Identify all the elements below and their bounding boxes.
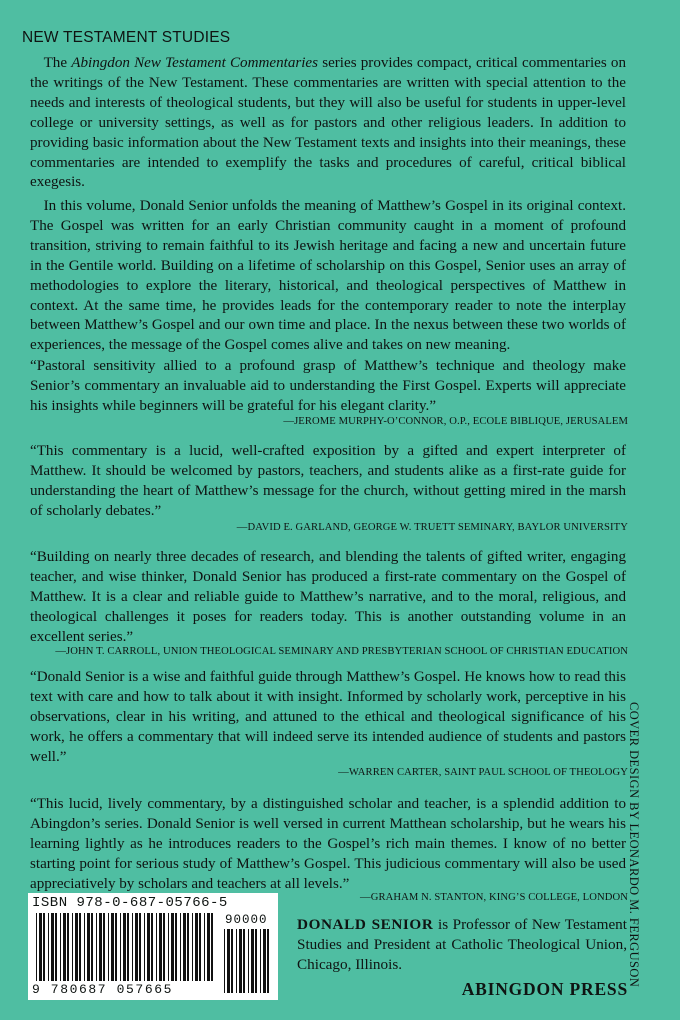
barcode-bar (151, 913, 153, 981)
endorsement-attribution: —GRAHAM N. STANTON, KING’S COLLEGE, LONDON (360, 892, 628, 903)
barcode-bar (224, 929, 225, 993)
barcode-bar (91, 913, 93, 981)
barcode-bar (39, 913, 42, 981)
series-title: NEW TESTAMENT STUDIES (22, 29, 231, 46)
barcode-bar (63, 913, 66, 981)
barcode-bar (195, 913, 198, 981)
barcode-bar (99, 913, 102, 981)
barcode-bar (103, 913, 105, 981)
barcode-bar (207, 913, 210, 981)
barcode-bar (171, 913, 174, 981)
barcode-bar (87, 913, 90, 981)
barcode-bar (79, 913, 81, 981)
barcode-bar (248, 929, 249, 993)
cover-design-credit: COVER DESIGN BY LEONARDO M. FERGUSON (627, 702, 641, 988)
barcode-bar (192, 913, 193, 981)
barcode-bar (120, 913, 121, 981)
endorsement-attribution: —WARREN CARTER, SAINT PAUL SCHOOL OF THEOLOGY (338, 767, 628, 778)
endorsement-attribution: —JOHN T. CARROLL, UNION THEOLOGICAL SEMINARY AND PRESBYTERIAN SCHOOL OF CHRISTIAN EDUCATION (55, 646, 628, 657)
barcode-bar (231, 929, 233, 993)
barcode-bar (204, 913, 205, 981)
barcode-bar (255, 929, 257, 993)
endorsement-quote: “Donald Senior is a wise and faithful guide through Matthew’s Gospel. He knows how to read this text with care and how to talk about it with insight. Informed by scholarly work, perceptive in his observations, clear in his writing, and attuned to the ethical and theological significance of his work, he offers a commentary that will indeed serve its intended audience of students and pastors well.” (30, 669, 626, 765)
barcode-bar (227, 929, 230, 993)
publisher-name: ABINGDON PRESS (461, 979, 628, 999)
barcode-bar (67, 913, 69, 981)
barcode-bar (163, 913, 165, 981)
barcode-bar (144, 913, 145, 981)
endorsement-quote: “This commentary is a lucid, well-crafted exposition by a gifted and expert interpreter of Matthew. It should be welcomed by pastors, teachers, and students alike as a first-rate guide for understanding the heart of Matthew’s message for the church, without getting mired in the marsh of scholarly debates.” (30, 443, 626, 519)
intro-paragraph-1 (30, 54, 626, 193)
ean-number: 9 780687 057665 (32, 982, 174, 997)
barcode-bar (127, 913, 129, 981)
barcode-bar (108, 913, 109, 981)
barcode-bar (111, 913, 114, 981)
barcode-bar (132, 913, 133, 981)
barcode-bar (168, 913, 169, 981)
barcode-bar (199, 913, 201, 981)
intro-paragraph-2: In this volume, Donald Senior unfolds the meaning of Matthew’s Gospel in its original context. The Gospel was written for an early Christian community caught in a moment of profound transition, striving to remain faithful to its Jewish heritage and facing a new and uncertain future in the Gentile world. Building on a lifetime of scholarship on this Gospel, Senior uses an array of methodologies to explore the literary, historical, and theological perspectives of Matthew in context. At the same time, he provides leads for the contemporary reader to note the interplay between Matthew’s Gospel and our own time and place. In the nexus between these two worlds of experiences, the message of the Gospel comes alive and takes on new meaning. (30, 198, 626, 354)
barcode-bar (211, 913, 213, 981)
intro-lead: The (43, 55, 72, 71)
endorsement-attribution: —DAVID E. GARLAND, GEORGE W. TRUETT SEMINARY, BAYLOR UNIVERSITY (236, 522, 628, 533)
barcode-bar (187, 913, 189, 981)
barcode-bar (96, 913, 97, 981)
barcode-bar (139, 913, 141, 981)
author-name: DONALD SENIOR (297, 916, 434, 933)
barcode-bar (43, 913, 45, 981)
barcode-bar (72, 913, 73, 981)
price-code: 90000 (225, 913, 268, 927)
barcode-bar (75, 913, 78, 981)
series-name: Abingdon New Testament Commentaries (71, 55, 319, 71)
endorsement-attribution: —JEROME MURPHY-O’CONNOR, O.P., ECOLE BIBLIQUE, JERUSALEM (283, 416, 628, 427)
barcode-bar (135, 913, 138, 981)
barcode-bar (243, 929, 245, 993)
endorsement-quote: “Pastoral sensitivity allied to a profound grasp of Matthew’s technique and theology make Senior’s commentary an invaluable aid to understanding the First Gospel. Experts will appreciate his insights while beginners will be grateful for his elegant clarity.” (30, 358, 626, 414)
barcode-bar (239, 929, 242, 993)
barcode-bar (236, 929, 237, 993)
barcode-bar (180, 913, 181, 981)
barcode-bar (60, 913, 61, 981)
intro-body: series provides compact, critical commentaries on the writings of the New Testament. These commentaries are written with special attention to the needs and interests of theological students, but they will also be useful for students in upper-level college or university settings, as well as for pastors and other religious leaders. In addition to providing basic information about the New Testament texts and insights into their meanings, these commentaries are intended to exemplify the tasks and procedures of careful, critical biblical exegesis. (30, 55, 626, 191)
barcode-bar (51, 913, 54, 981)
barcode-bar (260, 929, 261, 993)
barcode-bar (147, 913, 150, 981)
barcode-bar (159, 913, 162, 981)
barcode-bar (84, 913, 85, 981)
barcode (28, 893, 278, 1000)
barcode-bar (55, 913, 57, 981)
isbn-number: ISBN 978-0-687-05766-5 (32, 895, 228, 911)
author-bio-text: is Professor of New Testament Studies and President at Catholic Theological Union, Chicago, Illinois. (297, 916, 627, 974)
barcode-bar (267, 929, 269, 993)
barcode-bar (175, 913, 177, 981)
barcode-bar (183, 913, 186, 981)
endorsement-quote: “Building on nearly three decades of research, and blending the talents of gifted writer, engaging teacher, and wise thinker, Donald Senior has produced a first-rate commentary on the Gospel of Matthew. It is a clear and reliable guide to Matthew’s narrative, and to the moral, religious, and theological challenges it poses for readers today. This is another outstanding volume in an excellent series.” (30, 549, 626, 645)
barcode-bar (263, 929, 266, 993)
barcode-bar (48, 913, 49, 981)
barcode-bar (156, 913, 157, 981)
endorsement-quote: “This lucid, lively commentary, by a distinguished scholar and teacher, is a splendid addition to Abingdon’s series. Donald Senior is well versed in current Matthean scholarship, but he wears his learning lightly as he introduces readers to the Gospel’s rich main themes. I know of no better starting point for serious study of Matthew’s Gospel. This judicious commentary will also be used appreciatively by scholars and teachers at all levels.” (30, 796, 626, 892)
barcode-bar (36, 913, 37, 981)
author-bio (297, 915, 627, 976)
barcode-bar (123, 913, 126, 981)
barcode-bar (115, 913, 117, 981)
barcode-bar (251, 929, 254, 993)
